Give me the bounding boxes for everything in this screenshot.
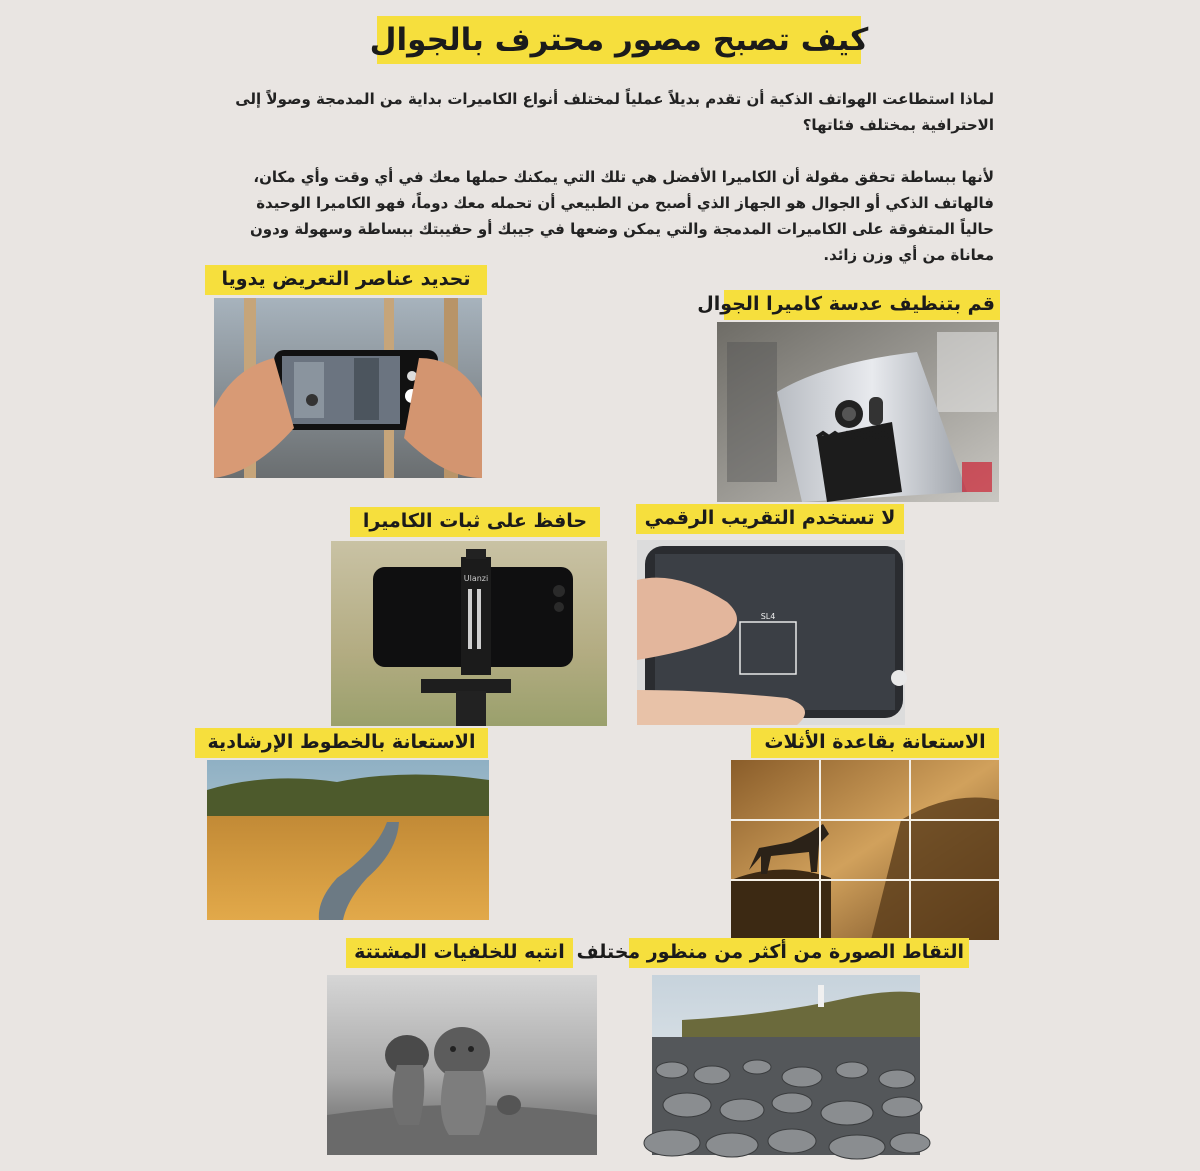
tip-clean-lens-label: قم بتنظيف عدسة كاميرا الجوال bbox=[724, 290, 1000, 320]
tripod-brand: Ulanzi bbox=[463, 574, 489, 583]
tip-perspectives-photo bbox=[652, 975, 920, 1155]
tip-stability-photo bbox=[331, 541, 607, 726]
tip-clean-lens-photo bbox=[717, 322, 999, 502]
tip-backgrounds-photo bbox=[327, 975, 597, 1155]
intro-answer: لأنها ببساطة تحقق مقولة أن الكاميرا الأفضل هي تلك التي يمكنك حملها معك في أي وقت وأي مكان، فالهاتف الذكي أو الجوال هو الجهاز الذي أصبح من الطبيعي أن تحمله معك دوماً، فهو الكاميرا الوحيدة حالياً المتفوقة على الكاميرات المدمجة والتي يمكن وضعها في جيبك أو حقيبتك ببساطة وسهولة ودون معاناة من أي وزن زائد. bbox=[249, 168, 994, 264]
tip-leading-lines-label: الاستعانة بالخطوط الإرشادية bbox=[195, 728, 488, 758]
tip-rule-of-thirds-label: الاستعانة بقاعدة الأثلاث bbox=[751, 728, 999, 758]
tip-leading-lines-photo bbox=[207, 760, 489, 920]
zoom-readout: SL4 bbox=[760, 612, 776, 621]
tip-stability-label: حافظ على ثبات الكاميرا bbox=[350, 507, 600, 537]
tip-no-digital-zoom-photo bbox=[637, 540, 905, 725]
tip-backgrounds-label: انتبه للخلفيات المشتتة bbox=[346, 938, 573, 968]
tip-manual-exposure-label: تحديد عناصر التعريض يدويا bbox=[205, 265, 487, 295]
tip-no-digital-zoom-label: لا تستخدم التقريب الرقمي bbox=[636, 504, 904, 534]
page-title: كيف تصبح مصور محترف بالجوال bbox=[377, 16, 861, 64]
tip-perspectives-label: التقاط الصورة من أكثر من منظور مختلف bbox=[629, 938, 969, 968]
tip-rule-of-thirds-photo bbox=[731, 760, 999, 940]
intro-question: لماذا استطاعت الهواتف الذكية أن تقدم بديلاً عملياً لمختلف أنواع الكاميرات بداية من المدمجة وصولاً إلى الاحترافية بمختلف فئاتها؟ bbox=[235, 90, 994, 134]
tip-manual-exposure-photo bbox=[214, 298, 482, 478]
